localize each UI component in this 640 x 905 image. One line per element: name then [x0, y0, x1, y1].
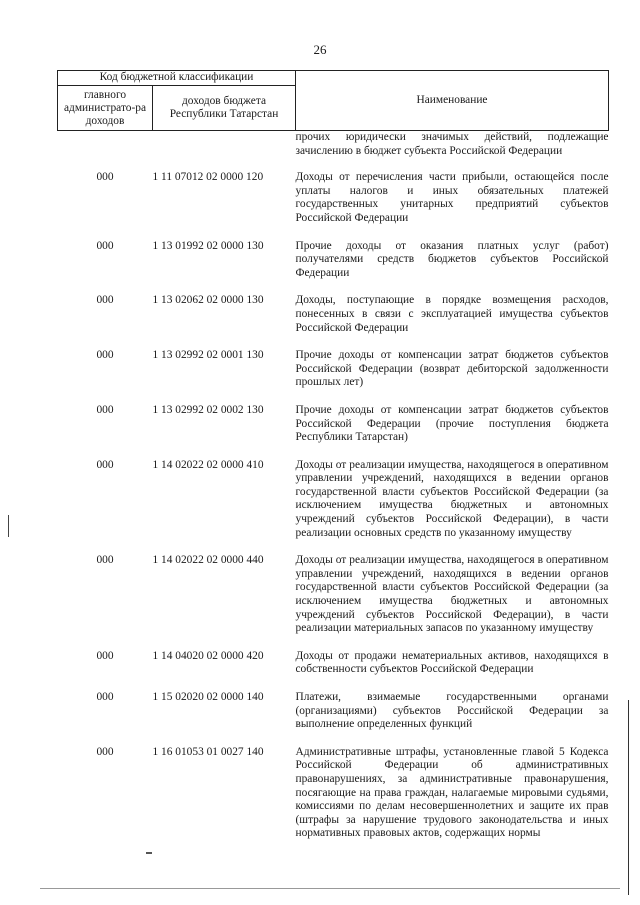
- revenue-name: Прочие доходы от оказания платных услуг (работ) получателями средств бюджетов субъектов Российской Федерации: [295, 239, 609, 279]
- table-row: [58, 691, 609, 746]
- table-row: [58, 650, 609, 691]
- header-revenue-code: доходов бюджета Республики Татарстан: [153, 86, 296, 131]
- admin-code: 000: [96, 171, 114, 184]
- revenue-name: Доходы от перечисления части прибыли, остающейся после уплаты налогов и иных обязательных платежей государственных унитарных предприятий субъектов Российской Федерации: [295, 171, 609, 224]
- revenue-name: Доходы от реализации имущества, находящегося в оперативном управлении учреждений, находящихся в ведении органов государственной власти субъектов Российской Федерации (за исключением имущества бюджетных и автономных учреждений субъектов Российской Федерации), в части реализации основных средств по указанному имуществу: [295, 458, 609, 539]
- table-row: [58, 554, 609, 650]
- header-classification-code: Код бюджетной классификации: [58, 71, 296, 86]
- continuation-row: [58, 131, 609, 172]
- table-row: [58, 404, 609, 459]
- admin-code: 000: [96, 349, 114, 362]
- scan-speck: [146, 852, 152, 854]
- revenue-name: Административные штрафы, установленные главой 5 Кодекса Российской Федерации об административных правонарушениях, за административные правонарушения, посягающие на права граждан, налагаемые мировыми судьями, комиссиями по делам несовершеннолетних и защите их прав (штрафы за нарушение трудового законодательства и иных нормативных правовых актов, содержащих нормы: [295, 745, 609, 840]
- admin-code: 000: [96, 239, 114, 252]
- revenue-code: 1 14 04020 02 0000 420: [152, 649, 264, 662]
- revenue-name: Платежи, взимаемые государственными органами (организациями) субъектов Российской Федерации за выполнение определенных функций: [295, 691, 609, 731]
- revenue-code: 1 14 02022 02 0000 440: [152, 554, 264, 567]
- table-row: [58, 171, 609, 239]
- admin-code: 000: [96, 649, 114, 662]
- scan-margin-mark-right: [628, 700, 629, 895]
- revenue-code: 1 13 02992 02 0002 130: [152, 403, 264, 416]
- revenue-name: Прочие доходы от компенсации затрат бюджетов субъектов Российской Федерации (возврат дебиторской задолженности прошлых лет): [295, 349, 609, 389]
- revenue-code: 1 16 01053 01 0027 140: [152, 745, 264, 758]
- table-row: [58, 294, 609, 349]
- admin-code: 000: [96, 294, 114, 307]
- scan-margin-mark-left: [8, 515, 9, 537]
- admin-code: 000: [96, 745, 114, 758]
- table-row: [58, 349, 609, 404]
- revenue-code: 1 13 01992 02 0000 130: [152, 239, 264, 252]
- revenue-code: 1 11 07012 02 0000 120: [152, 171, 264, 184]
- revenue-code: 1 15 02020 02 0000 140: [152, 691, 264, 703]
- admin-code: 000: [96, 403, 114, 416]
- revenue-name: Доходы от реализации имущества, находящегося в оперативном управлении учреждений, находящихся в ведении органов государственной власти субъектов Российской Федерации (за исключением имущества бюджетных и автономных учреждений субъектов Российской Федерации), в части реализации материальных запасов по указанному имуществу: [295, 554, 609, 635]
- scan-bottom-line: [40, 888, 620, 889]
- header-main-administrator: главного администрато-ра доходов: [58, 86, 153, 131]
- table-row: [58, 240, 609, 295]
- page-number: 26: [313, 42, 327, 57]
- table-row: [58, 459, 609, 555]
- revenue-name: Доходы от продажи нематериальных активов, находящихся в собственности субъектов Российской Федерации: [295, 649, 609, 676]
- revenue-name: Прочие доходы от компенсации затрат бюджетов субъектов Российской Федерации (прочие поступления бюджета Республики Татарстан): [295, 403, 609, 444]
- table-row: [58, 746, 609, 855]
- table-body: [58, 131, 609, 855]
- header-name: Наименование: [296, 71, 609, 131]
- revenue-name: Доходы, поступающие в порядке возмещения расходов, понесенных в связи с эксплуатацией имущества субъектов Российской Федерации: [295, 294, 609, 334]
- revenue-code: 1 13 02062 02 0000 130: [152, 294, 264, 307]
- admin-code: 000: [96, 691, 114, 703]
- admin-code: 000: [96, 554, 114, 567]
- continuation-text: прочих юридически значимых действий, подлежащие зачислению в бюджет субъекта Российской Федерации: [295, 131, 609, 157]
- table-header: [58, 71, 609, 131]
- revenue-code: 1 14 02022 02 0000 410: [152, 458, 264, 471]
- budget-classification-table: [57, 70, 609, 855]
- admin-code: 000: [96, 458, 114, 471]
- revenue-code: 1 13 02992 02 0001 130: [152, 349, 264, 362]
